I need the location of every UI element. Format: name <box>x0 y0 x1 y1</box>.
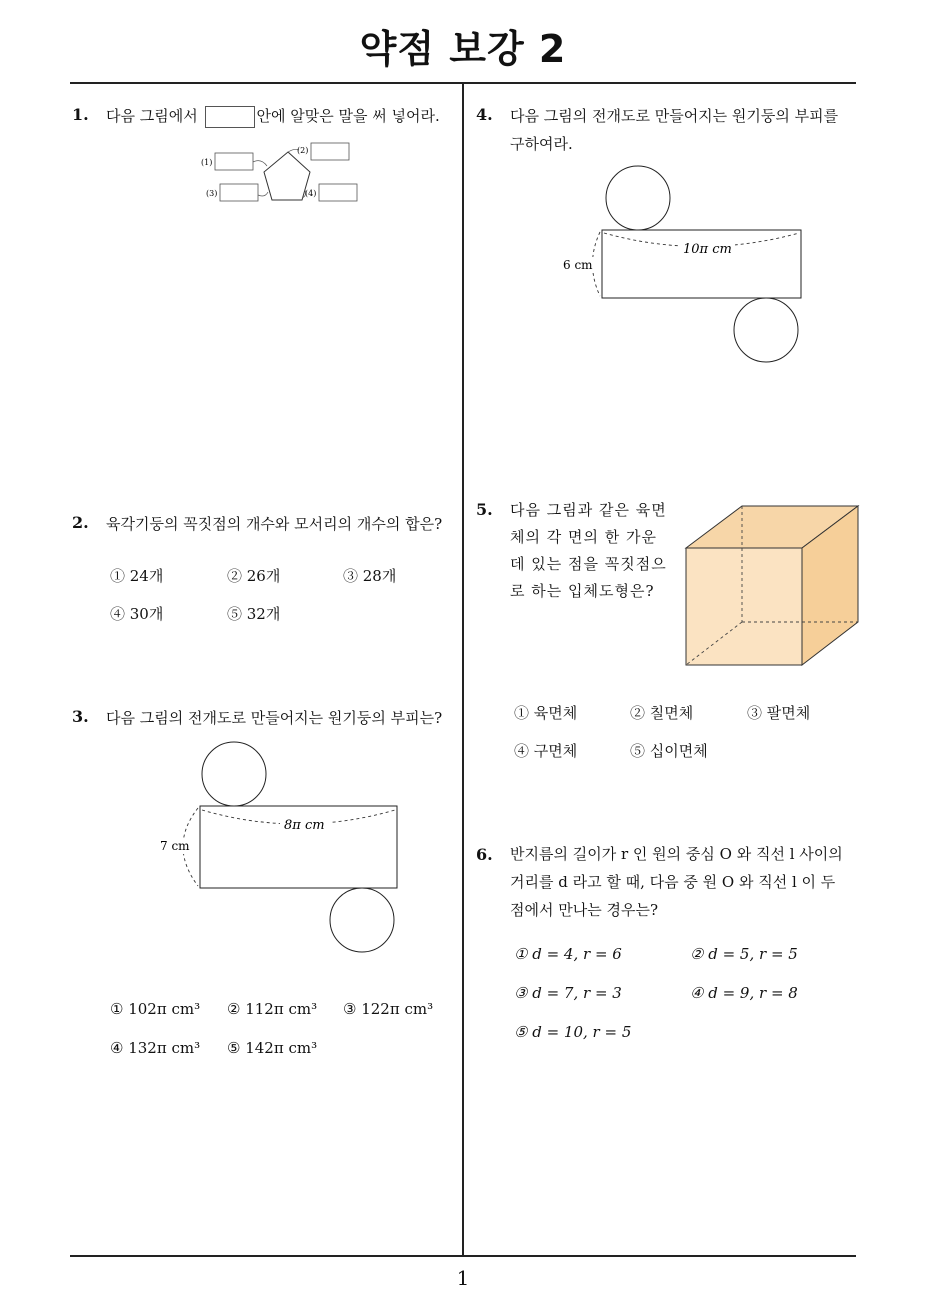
q2-option-4[interactable]: ④ 30개 <box>110 605 164 623</box>
q3-option-5[interactable]: ⑤ 142π cm³ <box>227 1039 318 1057</box>
answer-box-icon <box>205 106 255 128</box>
q5-option-5[interactable]: ⑤ 십이면체 <box>630 742 708 760</box>
column-divider <box>462 82 464 1257</box>
q3-option-4[interactable]: ④ 132π cm³ <box>110 1039 201 1057</box>
cube-front-face <box>686 548 802 665</box>
question-6-number: 6. <box>476 845 493 864</box>
question-3-number: 3. <box>72 707 89 726</box>
question-1-text-before: 다음 그림에서 <box>106 107 198 125</box>
question-4-line-2: 구하여라. <box>510 135 573 153</box>
q6-option-3[interactable]: ③ d = 7, r = 3 <box>514 984 622 1002</box>
q5-option-3[interactable]: ③ 팔면체 <box>747 704 811 722</box>
bottom-circle <box>734 298 798 362</box>
question-5-line-3: 데 있는 점을 꼭짓점으 <box>510 555 667 573</box>
q4-top-label: 10π cm <box>683 242 732 257</box>
question-2-number: 2. <box>72 513 89 532</box>
q5-option-2[interactable]: ② 칠면체 <box>630 704 694 722</box>
q3-side-label: 7 cm <box>160 839 190 853</box>
question-6-line-1: 반지름의 길이가 r 인 원의 중심 O 와 직선 l 사이의 <box>510 845 843 863</box>
q2-option-3[interactable]: ③ 28개 <box>343 567 397 585</box>
question-1-number: 1. <box>72 105 89 124</box>
question-6-line-2: 거리를 d 라고 할 때, 다음 중 원 O 와 직선 l 이 두 <box>510 873 836 891</box>
question-2-text: 육각기둥의 꼭짓점의 개수와 모서리의 개수의 합은? <box>106 515 443 533</box>
q1-label-4: (4) <box>305 189 317 198</box>
top-circle <box>606 166 670 230</box>
answer-box-4 <box>319 184 357 201</box>
q6-option-1[interactable]: ① d = 4, r = 6 <box>514 945 622 963</box>
q1-label-2: (2) <box>297 146 309 155</box>
top-circle <box>202 742 266 806</box>
question-5-text <box>510 497 667 605</box>
q6-option-4[interactable]: ④ d = 9, r = 8 <box>690 984 798 1002</box>
q2-option-5[interactable]: ⑤ 32개 <box>227 605 281 623</box>
question-1-text-after: 안에 알맞은 말을 써 넣어라. <box>256 107 440 125</box>
q3-top-label: 8π cm <box>284 818 325 833</box>
q3-option-3[interactable]: ③ 122π cm³ <box>343 1000 434 1018</box>
cylinder-net-figure-q4 <box>555 160 815 370</box>
q5-option-1[interactable]: ① 육면체 <box>514 704 578 722</box>
q2-option-2[interactable]: ② 26개 <box>227 567 281 585</box>
footer-divider <box>70 1255 856 1257</box>
answer-box-1 <box>215 153 253 170</box>
question-5-line-1: 다음 그림과 같은 육면 <box>510 501 667 519</box>
q6-option-2[interactable]: ② d = 5, r = 5 <box>690 945 798 963</box>
question-3-text: 다음 그림의 전개도로 만들어지는 원기둥의 부피는? <box>106 709 443 727</box>
question-1-text <box>106 102 440 130</box>
answer-box-3 <box>220 184 258 201</box>
q1-label-1: (1) <box>201 158 213 167</box>
q1-label-3: (3) <box>206 189 218 198</box>
page-number: 1 <box>456 1266 470 1290</box>
cylinder-net-figure-q3 <box>150 738 430 960</box>
q2-option-1[interactable]: ① 24개 <box>110 567 164 585</box>
question-5-number: 5. <box>476 500 493 519</box>
question-5-line-2: 체의 각 면의 한 가운 <box>510 528 657 546</box>
pentagon-figure <box>195 140 365 210</box>
pentagon-shape <box>264 152 310 200</box>
q5-option-4[interactable]: ④ 구면체 <box>514 742 578 760</box>
answer-box-2 <box>311 143 349 160</box>
q6-option-5[interactable]: ⑤ d = 10, r = 5 <box>514 1023 632 1041</box>
question-4-line-1: 다음 그림의 전개도로 만들어지는 원기둥의 부피를 <box>510 107 839 125</box>
cube-figure <box>680 500 865 670</box>
question-6-line-3: 점에서 만나는 경우는? <box>510 901 658 919</box>
bottom-circle <box>330 888 394 952</box>
page-title: 약점 보강 2 <box>359 27 567 71</box>
q3-option-1[interactable]: ① 102π cm³ <box>110 1000 201 1018</box>
q4-side-label: 6 cm <box>563 258 593 272</box>
question-4-number: 4. <box>476 105 493 124</box>
question-6-text <box>510 840 843 924</box>
question-5-line-4: 로 하는 입체도형은? <box>510 582 655 600</box>
q3-option-2[interactable]: ② 112π cm³ <box>227 1000 318 1018</box>
question-4-text <box>510 102 838 158</box>
